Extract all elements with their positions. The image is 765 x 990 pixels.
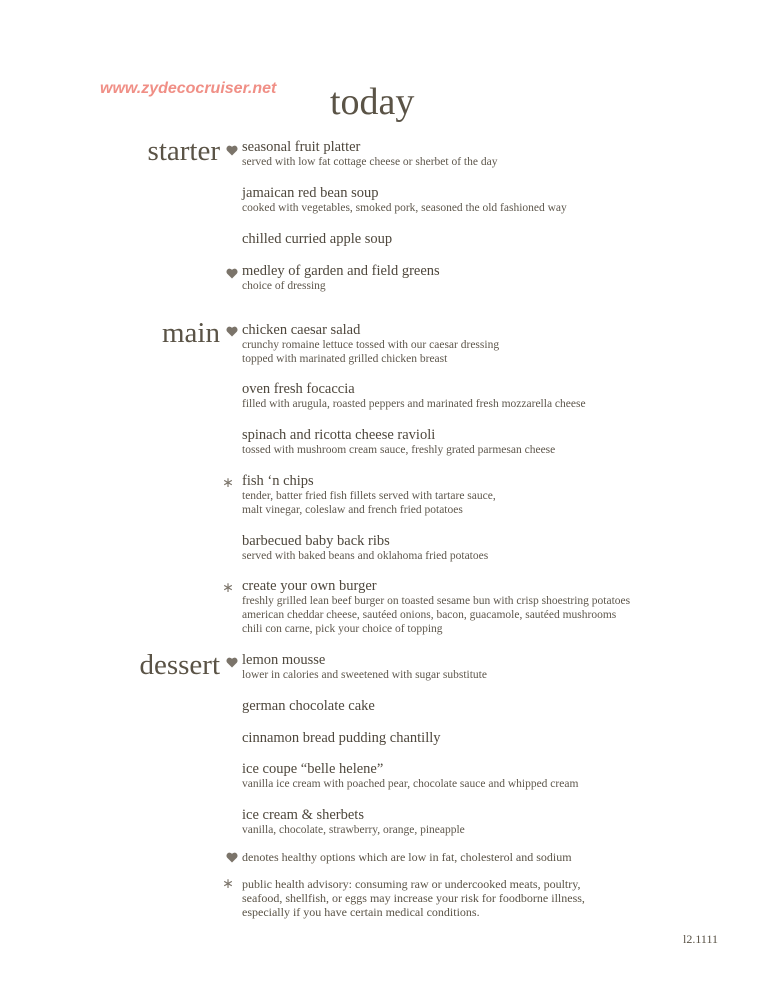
item-name: create your own burger (242, 578, 377, 594)
menu-item (242, 807, 742, 837)
asterisk-icon: ∗ (222, 580, 234, 596)
item-name: seasonal fruit platter (242, 139, 361, 155)
advisory-line: public health advisory: consuming raw or undercooked meats, poultry, (242, 877, 581, 891)
item-name: spinach and ricotta cheese ravioli (242, 427, 436, 443)
menu-item (242, 578, 742, 636)
heart-icon (225, 144, 239, 156)
menu-item (242, 473, 742, 517)
item-name: chilled curried apple soup (242, 231, 393, 247)
heart-icon (225, 325, 239, 337)
menu-item (242, 730, 742, 746)
section-main: main (162, 317, 220, 349)
heart-icon (225, 656, 239, 668)
item-name: ice coupe “belle helene” (242, 761, 384, 777)
item-description: american cheddar cheese, sautéed onions, bacon, guacamole, sautéed mushrooms (242, 609, 617, 621)
menu-item (242, 381, 742, 411)
item-description: malt vinegar, coleslaw and french fried potatoes (242, 504, 463, 516)
healthy-note: denotes healthy options which are low in fat, cholesterol and sodium (242, 850, 572, 864)
item-name: ice cream & sherbets (242, 807, 364, 823)
item-description: cooked with vegetables, smoked pork, seasoned the old fashioned way (242, 202, 567, 214)
item-name: jamaican red bean soup (242, 185, 379, 201)
menu-item (242, 761, 742, 791)
watermark: www.zydecocruiser.net (100, 80, 277, 97)
item-name: chicken caesar salad (242, 322, 361, 338)
advisory-line: seafood, shellfish, or eggs may increase your risk for foodborne illness, (242, 891, 585, 905)
item-name: fish ‘n chips (242, 473, 314, 489)
section-starter: starter (147, 135, 220, 167)
item-name: oven fresh focaccia (242, 381, 355, 397)
item-description: served with low fat cottage cheese or sherbet of the day (242, 156, 498, 168)
item-description: crunchy romaine lettuce tossed with our caesar dressing (242, 339, 500, 351)
item-name: lemon mousse (242, 652, 326, 668)
page-title: today (330, 81, 415, 123)
asterisk-icon: ∗ (222, 876, 234, 892)
item-description: choice of dressing (242, 280, 326, 292)
health-advisory (242, 877, 702, 919)
item-name: barbecued baby back ribs (242, 533, 390, 549)
section-dessert: dessert (139, 649, 220, 681)
item-name: medley of garden and field greens (242, 263, 440, 279)
item-description: served with baked beans and oklahoma fried potatoes (242, 550, 489, 562)
item-description: freshly grilled lean beef burger on toasted sesame bun with crisp shoestring potatoes (242, 595, 631, 607)
item-name: cinnamon bread pudding chantilly (242, 730, 441, 746)
item-description: chili con carne, pick your choice of topping (242, 623, 443, 635)
advisory-line: especially if you have certain medical conditions. (242, 905, 480, 919)
menu-code: l2.1111 (683, 932, 718, 946)
heart-icon (225, 267, 239, 279)
item-name: german chocolate cake (242, 698, 375, 714)
menu-item (242, 139, 742, 169)
item-description: vanilla ice cream with poached pear, chocolate sauce and whipped cream (242, 778, 579, 790)
menu-item (242, 533, 742, 563)
menu-item (242, 263, 742, 293)
item-description: tender, batter fried fish fillets served with tartare sauce, (242, 490, 496, 502)
item-description: vanilla, chocolate, strawberry, orange, pineapple (242, 824, 465, 836)
menu-item (242, 231, 742, 247)
menu-item (242, 427, 742, 457)
heart-icon (225, 851, 239, 863)
menu-item (242, 698, 742, 714)
item-description: lower in calories and sweetened with sugar substitute (242, 669, 487, 681)
item-description: tossed with mushroom cream sauce, freshly grated parmesan cheese (242, 444, 556, 456)
menu-item (242, 185, 742, 215)
menu-item (242, 652, 742, 682)
item-description: topped with marinated grilled chicken breast (242, 353, 448, 365)
menu-item (242, 322, 742, 366)
asterisk-icon: ∗ (222, 475, 234, 491)
item-description: filled with arugula, roasted peppers and marinated fresh mozzarella cheese (242, 398, 586, 410)
